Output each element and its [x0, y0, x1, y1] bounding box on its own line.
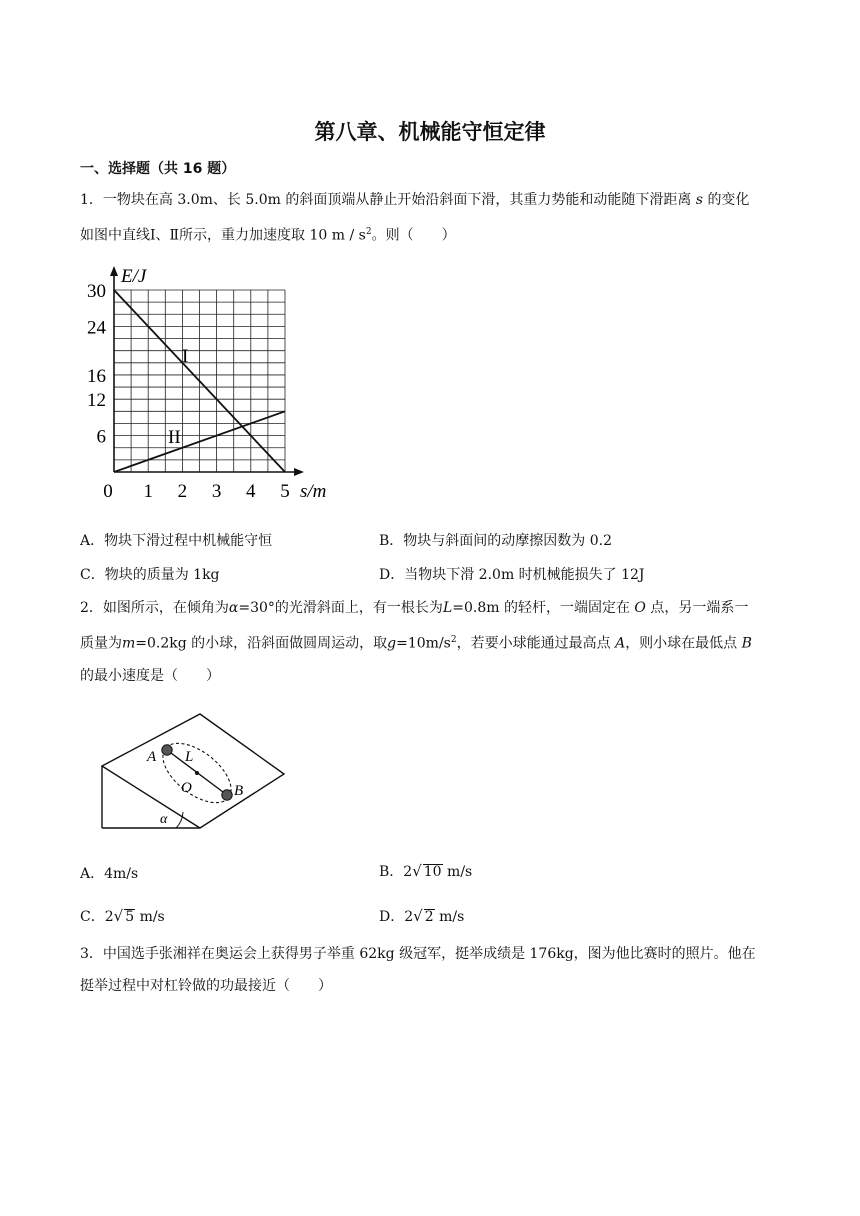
- label-a: A: [147, 749, 157, 765]
- q1-option-d[interactable]: D．当物块下滑 2.0m 时机械能损失了 12J: [379, 567, 645, 583]
- x-tick-label: 4: [246, 481, 256, 502]
- pivot-point: [195, 771, 199, 775]
- label-b: B: [234, 783, 244, 799]
- q2-option-d[interactable]: D．2√ 2 m/s: [379, 907, 465, 925]
- q2-option-c[interactable]: C．2√ 5 m/s: [80, 907, 165, 925]
- y-tick-label: 30: [87, 281, 106, 302]
- x-tick-label: 0: [103, 481, 113, 502]
- question-3-text: 3．中国选手张湘祥在奥运会上获得男子举重 62kg 级冠军，挺举成绩是 176kg，图为他比赛时的照片。他在 挺举过程中对杠铃做的功最接近（ ）: [80, 946, 756, 994]
- q1-option-a[interactable]: A．物块下滑过程中机械能守恒: [80, 533, 273, 549]
- y-axis-label: E/J: [121, 266, 147, 287]
- y-tick-label: 6: [96, 426, 106, 448]
- y-tick-label: 12: [87, 390, 106, 412]
- x-tick-label: 3: [211, 481, 222, 502]
- ball-b: [222, 790, 232, 800]
- x-tick-label: 5: [280, 481, 290, 502]
- chart-axes: [110, 266, 304, 476]
- incline-plane: [102, 714, 284, 828]
- section-heading: 一、选择题（共 16 题）: [80, 161, 236, 177]
- chart-labels: [87, 266, 326, 502]
- series-label-i: I: [182, 346, 189, 367]
- label-alpha: α: [160, 812, 168, 827]
- page-title: 第八章、机械能守恒定律: [314, 120, 546, 144]
- x-tick-label: 1: [143, 481, 153, 502]
- q2-option-b[interactable]: B．2√ 10 m/s: [379, 862, 473, 880]
- y-tick-label: 16: [87, 365, 106, 387]
- y-axis-arrow: [110, 266, 118, 276]
- label-l: L: [185, 749, 194, 765]
- q2-option-a[interactable]: A．4m/s: [80, 866, 139, 882]
- x-axis-arrow: [294, 468, 304, 476]
- energy-chart: [74, 262, 344, 502]
- x-axis-label: s/m: [300, 481, 327, 502]
- question-1-text: 1．一物块在高 3.0m、长 5.0m 的斜面顶端从静止开始沿斜面下滑，其重力势能和动能随下滑距离 s 的变化 如图中直线Ⅰ、Ⅱ所示，重力加速度取 10 m / $s^2$。则（ ）: [80, 192, 750, 244]
- label-o: O: [181, 780, 192, 796]
- ball-a: [162, 745, 172, 755]
- incline-figure: [96, 708, 296, 834]
- q1-option-c[interactable]: C．物块的质量为 1kg: [80, 567, 220, 583]
- x-tick-label: 2: [177, 481, 188, 502]
- y-tick-label: 24: [87, 317, 106, 339]
- q1-option-b[interactable]: B．物块与斜面间的动摩擦因数为 0.2: [379, 533, 613, 549]
- question-2-text: 2．如图所示，在倾角为α=30°的光滑斜面上，有一根长为L=0.8m 的轻杆，一端固定在 O 点，另一端系一 质量为m=0.2kg 的小球，沿斜面做圆周运动，取$g=10m/s^2$，若要小球能通过最高点 A，则小球在最低点 B 的最小速度是（ ）: [80, 600, 752, 684]
- series-label-ii: II: [168, 427, 181, 448]
